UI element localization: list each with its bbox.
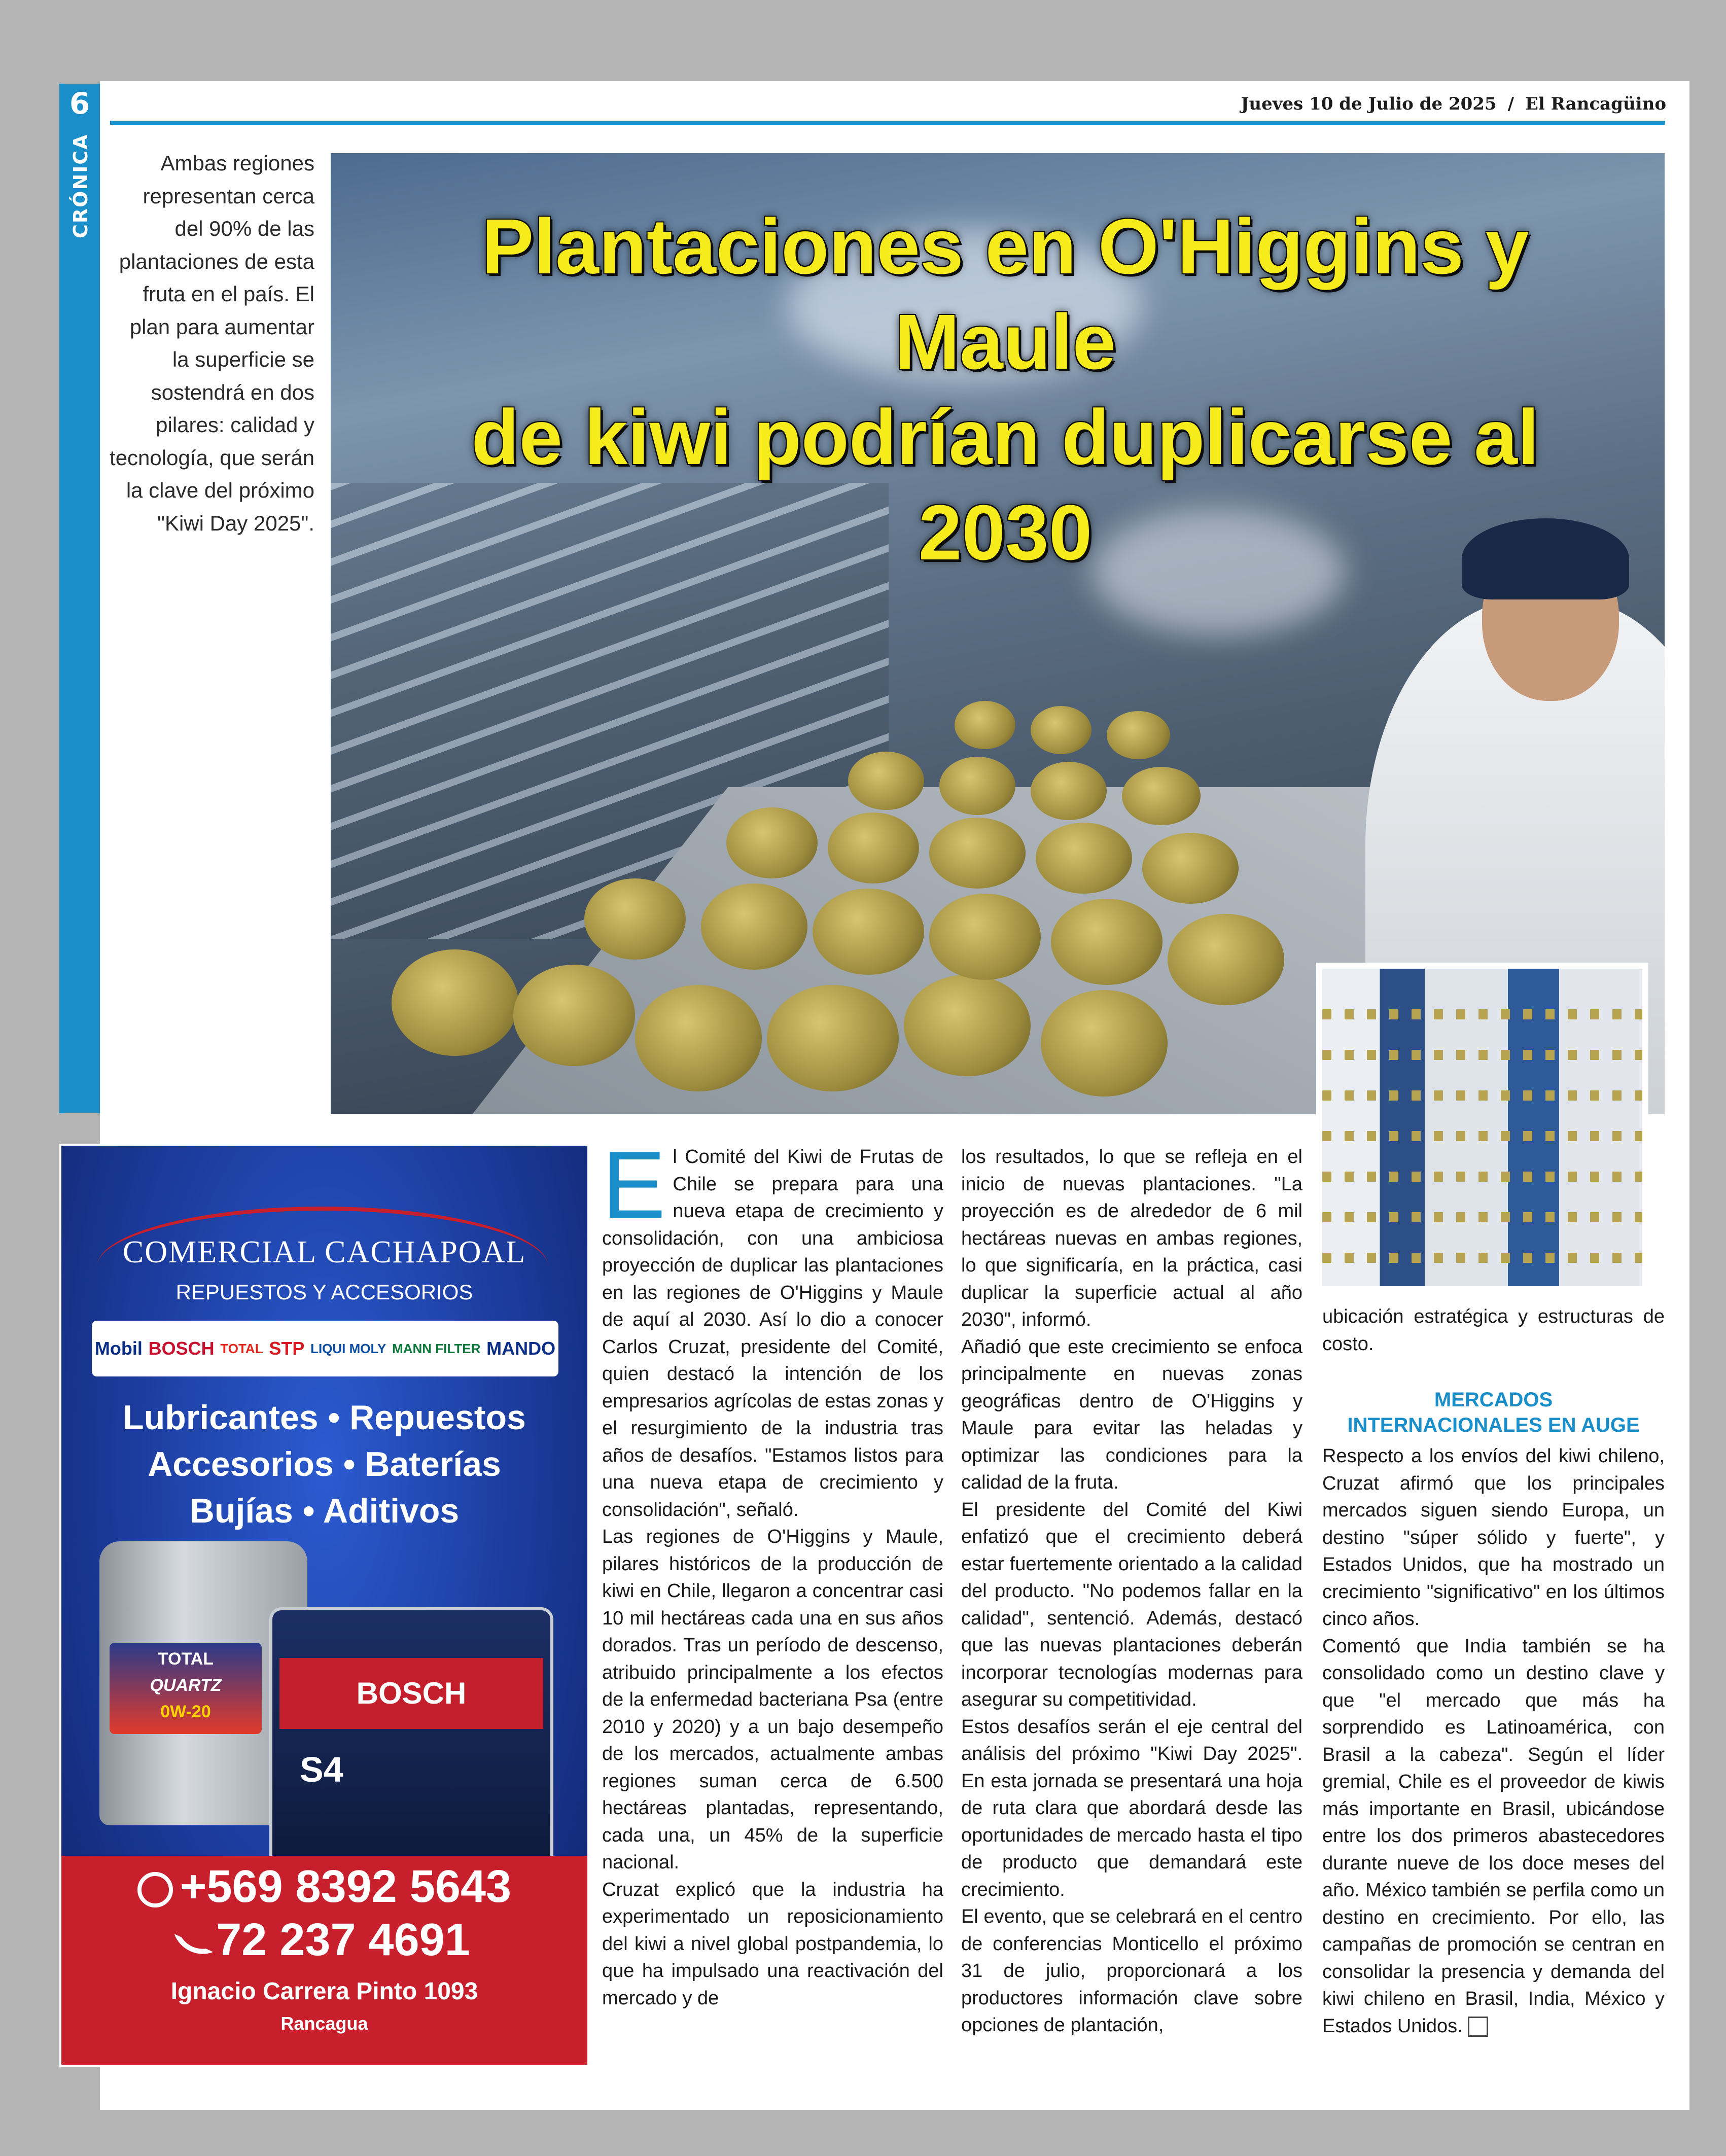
article-lead: Ambas regiones representan cerca del 90% de las plantaciones de esta fruta en el país. El plan para aumentar la superficie se sostendrá en dos pilares: calidad y tecnología, que serán la clave del próximo "Kiwi Day 2025". xyxy=(110,151,314,535)
paragraph-text: Comentó que India también se ha consolidado como un destino clave y que "el mercado que más ha sorprendido es Latinoamérica, con Brasil a la cabeza". Según el líder gremial, Chile es el proveedor de kiwis más importante en Brasil, ubicándose entre los dos primeros abastecedores durante nueve de los doce meses del año. México también se perfila como un destino en crecimiento. Por ello, las campañas de promoción se centran en consolidar la presencia y demanda del kiwi chileno en Brasil, India, México y Estados Unidos. xyxy=(1322,1635,1665,2037)
whatsapp-phone[interactable] xyxy=(61,1861,587,1913)
ad-brand: COMERCIAL CACHAPOAL xyxy=(122,1235,526,1269)
paragraph xyxy=(1322,1633,1665,2040)
whatsapp-icon xyxy=(137,1872,173,1907)
newspaper-name: El Rancagüino xyxy=(1525,94,1666,114)
ad-products xyxy=(61,1394,587,1534)
subhead-line-2: INTERNACIONALES EN AUGE xyxy=(1347,1414,1640,1436)
end-of-article-icon xyxy=(1468,2017,1488,2037)
header-rule xyxy=(110,121,1665,125)
title-line-2: de kiwi podrían duplicarse al 2030 xyxy=(471,394,1539,576)
battery-label xyxy=(279,1658,543,1729)
page-number: 6 xyxy=(69,86,90,121)
section-subhead xyxy=(1322,1387,1665,1438)
logo-mando: MANDO xyxy=(486,1338,556,1359)
logo-mann-filter: MANN FILTER xyxy=(392,1340,481,1356)
paragraph: Añadió que este crecimiento se enfoca principalmente en nuevas zonas geográficas dentro de O'Higgins y Maule para evitar las heladas y optimizar las condiciones para la calidad de la fruta. xyxy=(961,1336,1302,1493)
section-label: CRÓNICA xyxy=(69,133,92,238)
subhead-line-1: MERCADOS xyxy=(1434,1389,1553,1411)
oil-grade: 0W-20 xyxy=(160,1702,211,1721)
paragraph: l Comité del Kiwi de Frutas de Chile se prepara para una nueva etapa de crecimiento y consolidación, con una ambiciosa proyección de duplicar las plantaciones en las regiones de O'Higgins y Maule de aquí al 2030. Así lo dio a conocer Carlos Cruzat, presidente del Comité, quien destacó la intención de los empresarios agrícolas de estas zonas y el resurgimiento de la industria tras años de desafíos. "Estamos listos para una nueva etapa de crecimiento y consolidación", señaló. xyxy=(602,1146,943,1521)
phone-icon xyxy=(174,1924,214,1963)
ad-logo-strip xyxy=(92,1321,558,1376)
page-header xyxy=(1241,94,1666,114)
ad-subtitle: REPUESTOS Y ACCESORIOS xyxy=(175,1280,473,1304)
drop-cap: E xyxy=(602,1132,666,1238)
logo-total: TOTAL xyxy=(220,1340,263,1356)
ad-products-line-2: Accesorios • Baterías xyxy=(148,1445,501,1483)
paragraph: Cruzat explicó que la industria ha experimentado un reposicionamiento del kiwi a nivel global postpandemia, lo que ha impulsado una reactivación del mercado y de xyxy=(602,1879,943,2009)
logo-liqui-moly: LIQUI MOLY xyxy=(310,1340,386,1356)
paragraph: los resultados, lo que se refleja en el inicio de nuevas plantaciones. "La proyección es de alrededor de 6 mil hectáreas nuevas en ambas regiones, lo que significaría, en la práctica, casi duplicar la superficie actual al año 2030", informó. xyxy=(961,1146,1302,1330)
paragraph: El evento, que se celebrará en el centro de conferencias Monticello el próximo 31 de julio, proporcionará a los productores información clave sobre opciones de plantación, xyxy=(961,1906,1302,2036)
logo-mobil: Mobil xyxy=(94,1338,143,1359)
header-separator: / xyxy=(1507,94,1514,114)
battery-model: S4 xyxy=(300,1750,343,1789)
issue-date: Jueves 10 de Julio de 2025 xyxy=(1241,94,1497,114)
logo-stp: STP xyxy=(269,1338,305,1359)
paragraph: ubicación estratégica y estructuras de costo. xyxy=(1322,1306,1665,1355)
whatsapp-number[interactable]: +569 8392 5643 xyxy=(180,1861,512,1912)
ad-address: Ignacio Carrera Pinto 1093 xyxy=(170,1978,478,2005)
title-line-1: Plantaciones en O'Higgins y Maule xyxy=(481,203,1529,385)
paragraph: Respecto a los envíos del kiwi chileno, Cruzat afirmó que los principales mercados siguen siendo Europa, un destino "súper sólido y fuerte", y Estados Unidos, que ha mostrado un crecimiento "significativo" en los últimos cinco años. xyxy=(1322,1445,1665,1630)
advertisement[interactable] xyxy=(59,1144,589,2067)
oil-product: QUARTZ xyxy=(150,1676,222,1695)
article-column-1 xyxy=(602,1132,943,2012)
battery-brand: BOSCH xyxy=(356,1676,467,1710)
article-column-2 xyxy=(961,1144,1302,2039)
paragraph: Las regiones de O'Higgins y Maule, pilares históricos de la producción de kiwi en Chile, llegaron a concentrar casi 10 mil hectáreas cada una en sus años dorados. Tras un período de descenso, atribuido principalmente a los efectos de la enfermedad bacteriana Psa (entre 2010 y 2020) y a un bajo desempeño de los mercados, actualmente ambas regiones suman cerca de 6.500 hectáreas plantadas, representando, cada una, un 45% de la superficie nacional. xyxy=(602,1526,943,1873)
paragraph: Estos desafíos serán el eje central del análisis del próximo "Kiwi Day 2025". En esta jornada se presentará una hoja de ruta clara que abordará desde las oportunidades de mercado hasta el tipo de producto que demandará este crecimiento. xyxy=(961,1716,1302,1900)
ad-products-line-3: Bujías • Aditivos xyxy=(189,1492,460,1530)
article-column-3 xyxy=(1322,1303,1665,2040)
battery-image xyxy=(269,1607,553,1871)
paragraph: El presidente del Comité del Kiwi enfatizó que el crecimiento deberá estar fuertemente orientado a la calidad del producto. "No podemos fallar en la calidad", sentenció. Además, destacó que las nuevas plantaciones deberán incorporar tecnologías modernas para asegurar su competitividad. xyxy=(961,1499,1302,1710)
landline-number[interactable]: 72 237 4691 xyxy=(216,1915,470,1965)
article-title xyxy=(397,199,1614,580)
ad-city: Rancagua xyxy=(280,2013,368,2034)
oil-label xyxy=(110,1643,262,1734)
logo-bosch: BOSCH xyxy=(148,1338,215,1359)
inset-photo xyxy=(1316,963,1648,1292)
ad-products-line-1: Lubricantes • Repuestos xyxy=(123,1398,526,1437)
oil-brand: TOTAL xyxy=(157,1649,214,1669)
landline-phone[interactable] xyxy=(61,1914,587,1966)
